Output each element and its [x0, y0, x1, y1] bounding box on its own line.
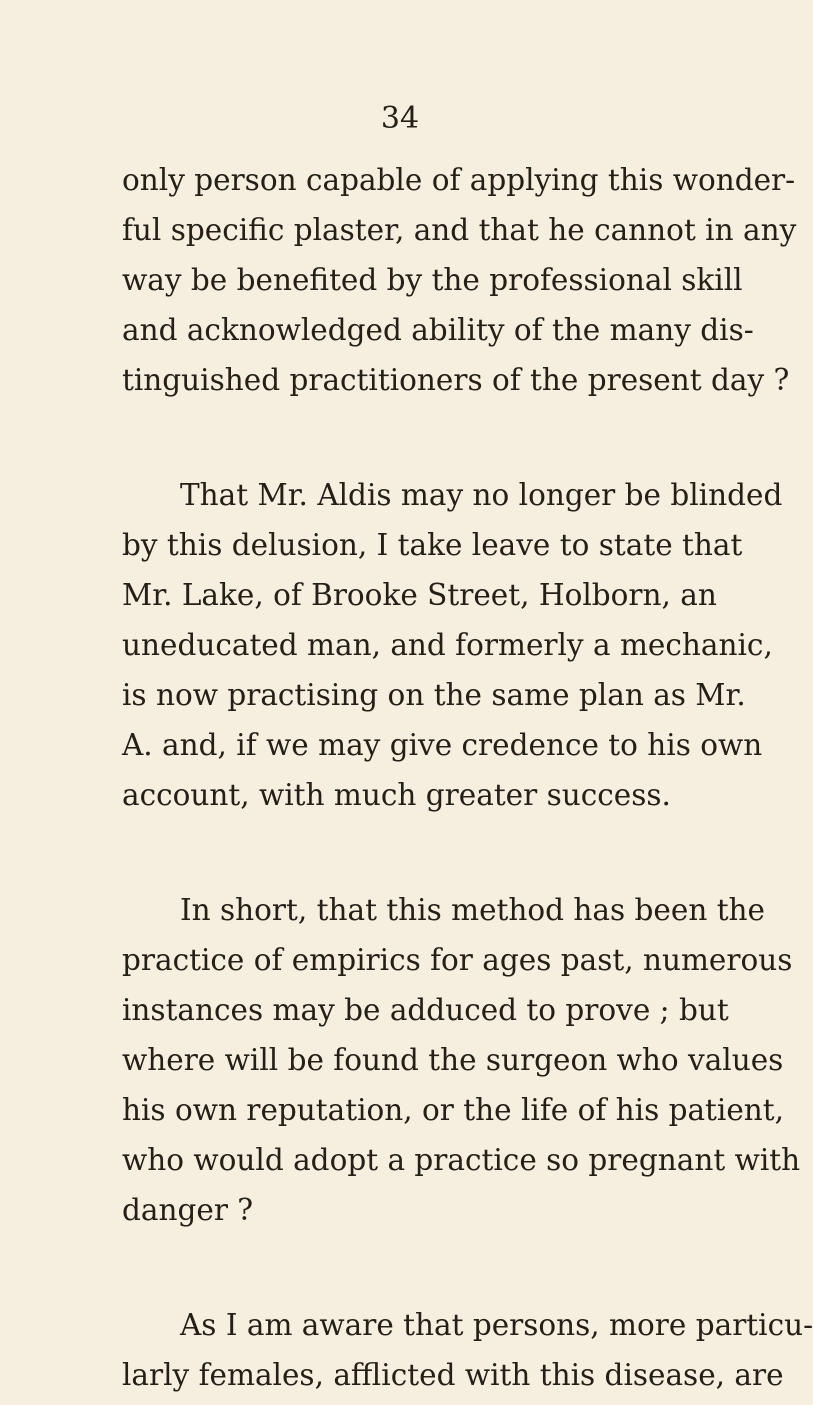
text-line: where will be found the surgeon who values	[122, 1043, 784, 1077]
text-line: practice of empirics for ages past, numerous	[122, 943, 793, 977]
text-line: and acknowledged ability of the many dis-	[122, 313, 754, 347]
text-line: That Mr. Aldis may no longer be blinded	[180, 478, 783, 512]
text-line: ful specific plaster, and that he cannot in any	[122, 213, 797, 247]
text-line: tinguished practitioners of the present day ?	[122, 363, 790, 397]
text-line: uneducated man, and formerly a mechanic,	[122, 628, 773, 662]
text-line: larly females, afflicted with this disease, are	[122, 1358, 784, 1392]
text-line: way be benefited by the professional skill	[122, 263, 743, 297]
text-line: In short, that this method has been the	[180, 893, 766, 927]
text-line: only person capable of applying this wonder-	[122, 163, 796, 197]
text-line: is now practising on the same plan as Mr.	[122, 678, 746, 712]
text-line: danger ?	[122, 1193, 254, 1227]
page-number: 34	[380, 101, 420, 136]
text-line: by this delusion, I take leave to state that	[122, 528, 743, 562]
text-line: who would adopt a practice so pregnant with	[122, 1143, 801, 1177]
text-line: As I am aware that persons, more particu-	[180, 1308, 813, 1342]
text-line: his own reputation, or the life of his patient,	[122, 1093, 785, 1127]
text-line: instances may be adduced to prove ; but	[122, 993, 729, 1027]
text-line: A. and, if we may give credence to his own	[122, 728, 763, 762]
text-line: Mr. Lake, of Brooke Street, Holborn, an	[122, 578, 717, 612]
text-line: account, with much greater success.	[122, 778, 671, 812]
